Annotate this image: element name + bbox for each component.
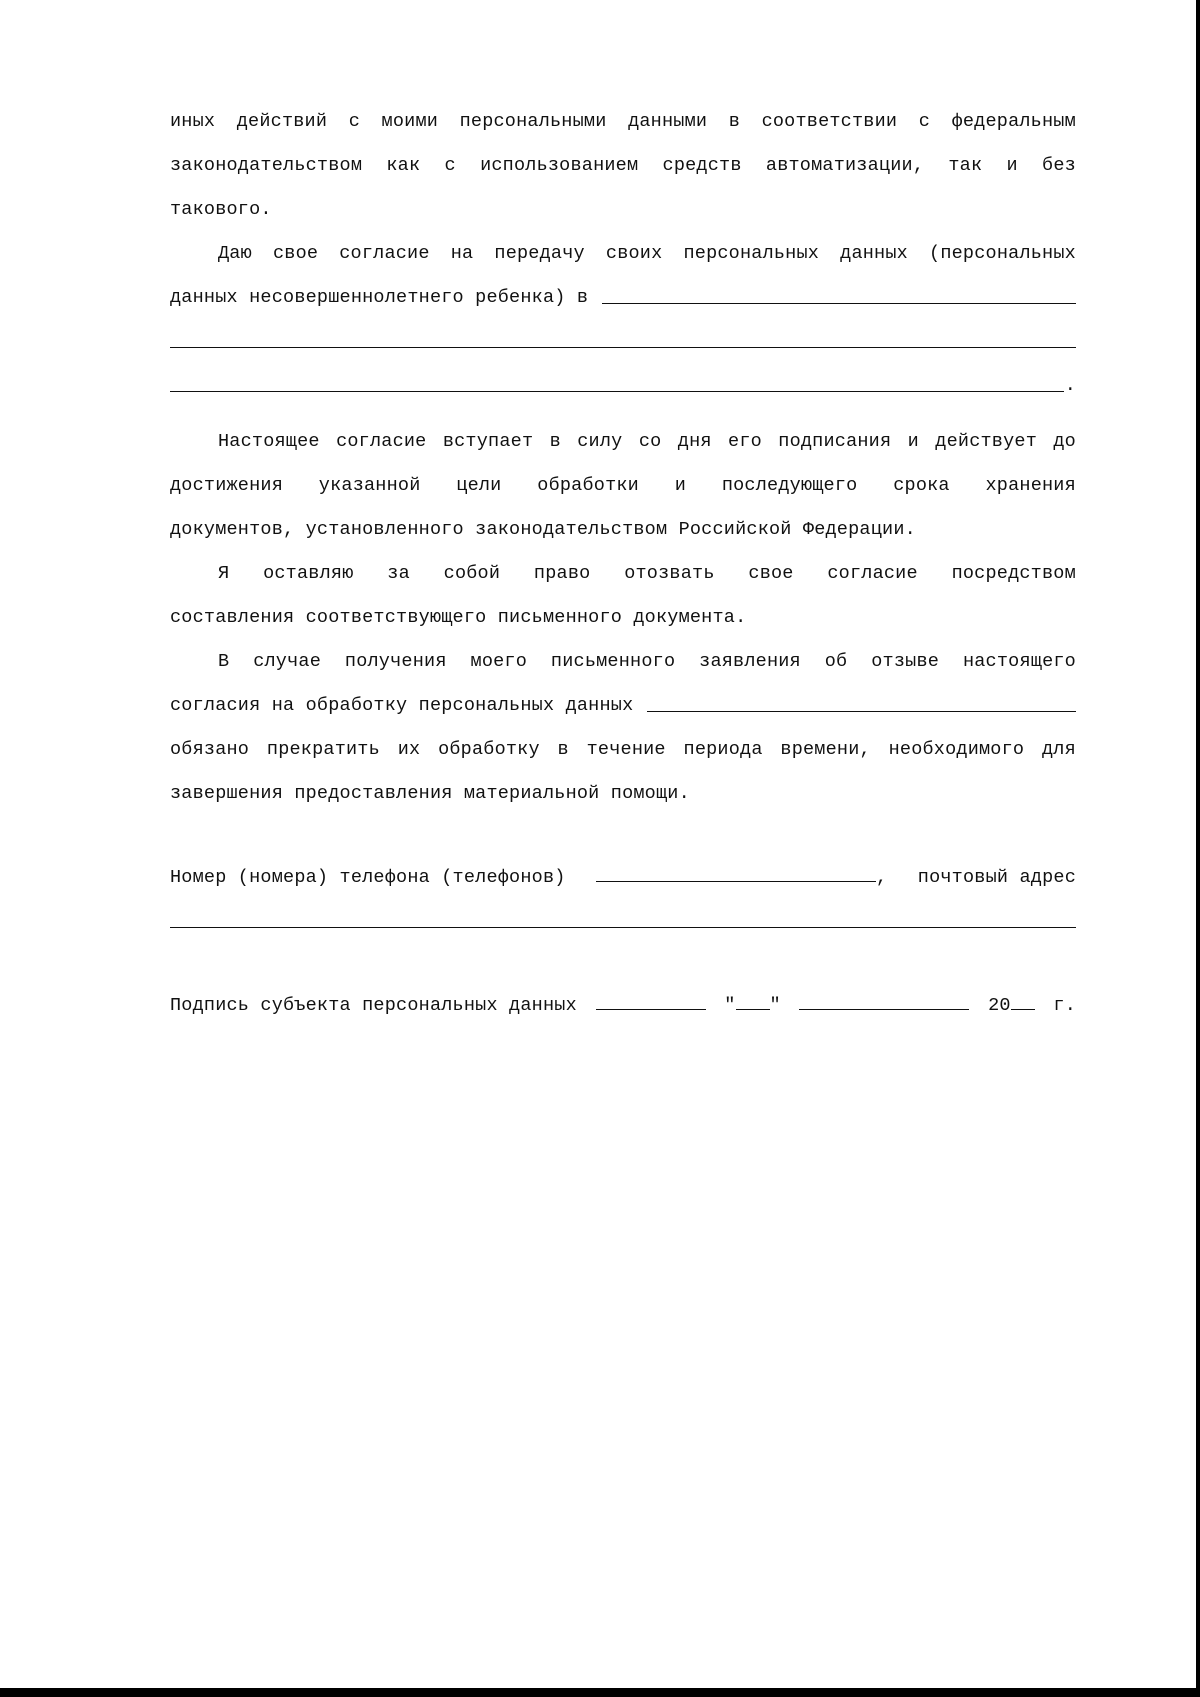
phone-label: Номер (номера) телефона (телефонов) — [170, 867, 566, 888]
word: срока — [893, 475, 950, 496]
word: силу — [577, 431, 623, 452]
word: федеральным — [951, 111, 1076, 132]
paragraph-4-line-2: составления соответствующего письменного документа. — [170, 607, 747, 628]
recipient-blank-1[interactable] — [602, 302, 1076, 304]
year-blank[interactable] — [1011, 1008, 1035, 1010]
word: в — [728, 111, 741, 132]
word: соответствии — [761, 111, 898, 132]
word: необходимого — [888, 739, 1025, 760]
scan-border-right — [1196, 0, 1200, 1697]
word: последующего — [721, 475, 858, 496]
paragraph-5-line-4: завершения предоставления материальной помощи. — [170, 783, 690, 804]
word: подписания — [778, 431, 892, 452]
word: оставляю — [263, 563, 354, 584]
word: (персональных — [929, 243, 1076, 264]
word: согласие — [336, 431, 427, 452]
address-label: почтовый адрес — [917, 867, 1076, 888]
word: его — [728, 431, 762, 452]
word: на — [450, 243, 474, 264]
word: обработку — [438, 739, 540, 760]
word: в — [549, 431, 561, 452]
word: получения — [344, 651, 447, 672]
date-day: " " — [724, 995, 781, 1016]
word: свое — [272, 243, 319, 264]
signature-label: Подпись субъекта персональных данных — [170, 995, 577, 1016]
word: передачу — [494, 243, 585, 264]
signature-blank[interactable] — [596, 1008, 706, 1010]
word: достижения — [170, 475, 284, 496]
word: времени, — [780, 739, 871, 760]
word: прекратить — [266, 739, 380, 760]
word: с — [444, 155, 456, 176]
word: заявления — [699, 651, 801, 672]
word: данных — [840, 243, 908, 264]
recipient-blank-line-3[interactable] — [170, 364, 1076, 408]
word: дня — [677, 431, 712, 452]
word: с — [918, 111, 931, 132]
word: об — [824, 651, 848, 672]
word: моими — [381, 111, 439, 132]
operator-blank[interactable] — [647, 710, 1076, 712]
comma: , — [876, 867, 888, 888]
word: В — [218, 651, 230, 672]
word: право — [533, 563, 591, 584]
word: Даю — [218, 243, 252, 264]
word: в — [557, 739, 569, 760]
word: персональными — [459, 111, 607, 132]
word: иных — [170, 111, 216, 132]
word: периода — [683, 739, 763, 760]
word: свое — [748, 563, 794, 584]
paragraph-3-line-2 — [170, 464, 1076, 508]
word: без — [1042, 155, 1076, 176]
address-blank[interactable] — [170, 927, 1076, 928]
word: цели — [456, 475, 502, 496]
phone-blank[interactable] — [596, 880, 876, 882]
paragraph-5-line-2 — [170, 684, 1076, 728]
word: настоящего — [962, 651, 1076, 672]
month-blank[interactable] — [799, 1008, 969, 1010]
word: обязано — [170, 739, 250, 760]
paragraph-2-line-1 — [170, 232, 1076, 276]
recipient-end-dot: . — [1064, 375, 1076, 396]
word: указанной — [318, 475, 421, 496]
address-blank-line[interactable] — [170, 900, 1076, 944]
contacts-line — [170, 856, 1076, 900]
word: действует — [935, 431, 1038, 452]
paragraph-2-line-2 — [170, 276, 1076, 320]
year-suffix: г. — [1053, 995, 1076, 1016]
word: моего — [470, 651, 528, 672]
recipient-blank-3[interactable] — [170, 391, 1064, 392]
word: автоматизации, — [765, 155, 925, 176]
recipient-blank-line-2[interactable] — [170, 320, 1076, 364]
paragraph-5-line-1 — [170, 640, 1076, 684]
word: согласие — [827, 563, 918, 584]
word: своих — [605, 243, 663, 264]
word: за — [387, 563, 410, 584]
word: течение — [586, 739, 666, 760]
day-blank[interactable] — [736, 1008, 770, 1010]
paragraph-4-line-1 — [170, 552, 1076, 596]
word: для — [1041, 739, 1076, 760]
word: и — [674, 475, 687, 496]
word: Я — [218, 563, 230, 584]
recipient-blank-2[interactable] — [170, 347, 1076, 348]
document-page — [170, 100, 1076, 1028]
word: обработки — [537, 475, 639, 496]
paragraph-1-line-3: такового. — [170, 199, 272, 220]
word: персональных — [683, 243, 820, 264]
word: отзыве — [871, 651, 940, 672]
word: вступает — [442, 431, 534, 452]
word: так — [948, 155, 983, 176]
operator-label: согласия на обработку персональных данных — [170, 695, 634, 716]
recipient-label: данных несовершеннолетнего ребенка) в — [170, 287, 589, 308]
word: до — [1053, 431, 1076, 452]
date-year: 20 — [988, 984, 1035, 1028]
word: данными — [628, 111, 708, 132]
word: и — [1006, 155, 1018, 176]
word: посредством — [951, 563, 1076, 584]
scan-border-bottom — [0, 1688, 1200, 1697]
word: использованием — [480, 155, 639, 176]
signature-line — [170, 984, 1076, 1028]
word: письменного — [550, 651, 676, 672]
word: и — [907, 431, 919, 452]
word: собой — [443, 563, 501, 584]
word: действий — [236, 111, 328, 132]
word: согласие — [339, 243, 430, 264]
paragraph-5-line-3 — [170, 728, 1076, 772]
word: средств — [662, 155, 742, 176]
word: случае — [253, 651, 322, 672]
word: отозвать — [624, 563, 715, 584]
word: со — [638, 431, 662, 452]
paragraph-1-line-2 — [170, 144, 1076, 188]
word: Настоящее — [218, 431, 320, 452]
word: хранения — [985, 475, 1076, 496]
word: их — [397, 739, 421, 760]
paragraph-3-line-1 — [170, 420, 1076, 464]
word: законодательством — [170, 155, 363, 176]
word: с — [348, 111, 361, 132]
word: как — [386, 155, 421, 176]
paragraph-1-line-1 — [170, 100, 1076, 144]
paragraph-3-line-3: документов, установленного законодательством Российской Федерации. — [170, 519, 916, 540]
